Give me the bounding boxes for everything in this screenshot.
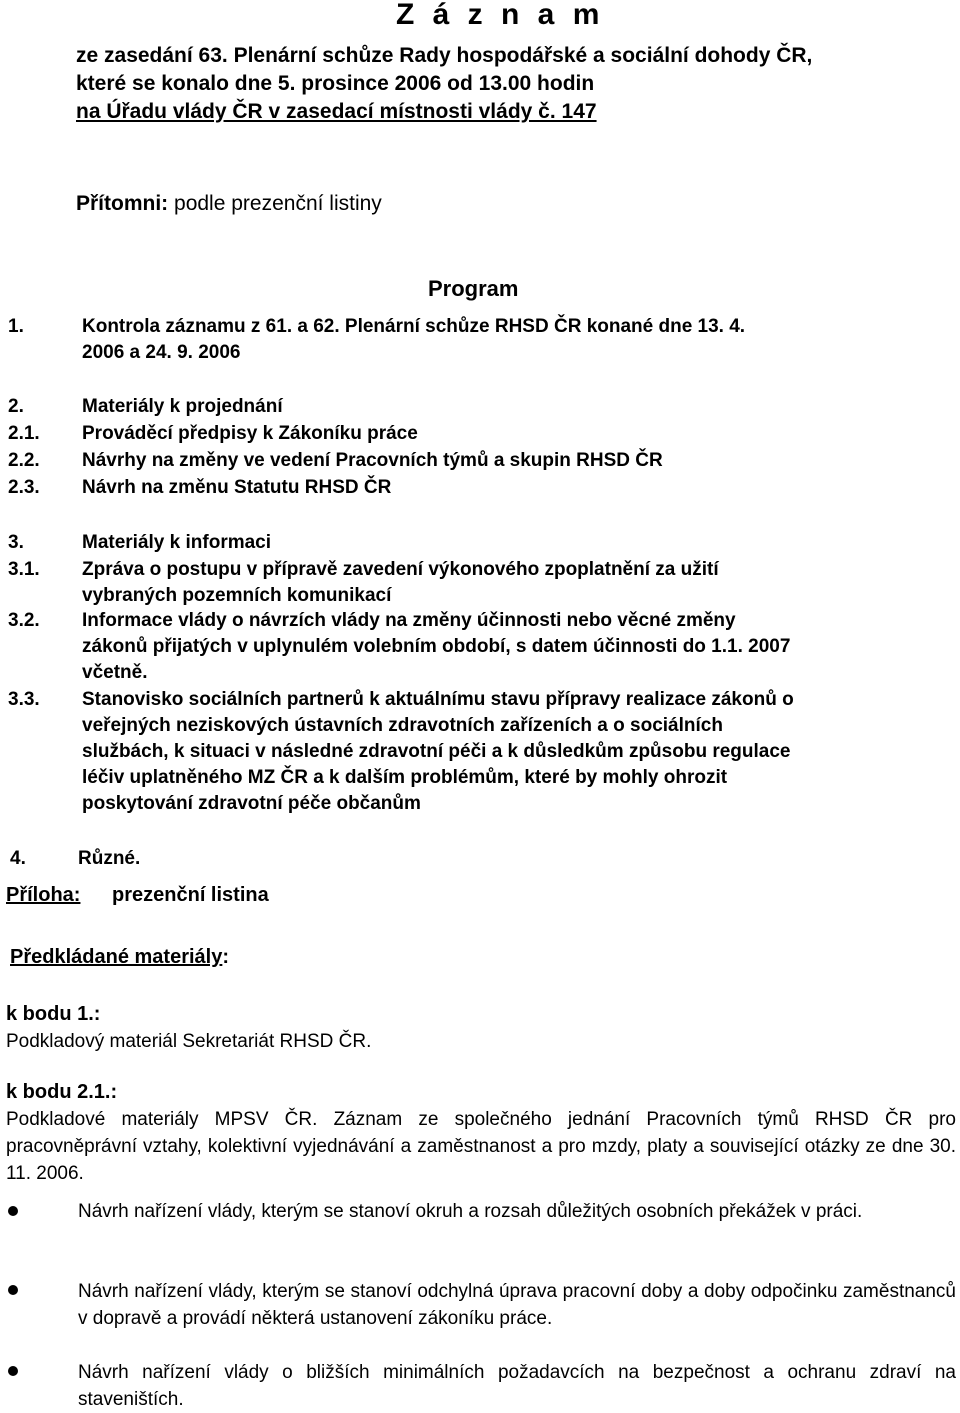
section-label: k bodu 1.: <box>6 1003 101 1025</box>
header-line-3: na Úřadu vlády ČR v zasedací místnosti vlády č. 147 <box>76 100 597 123</box>
program-item-number: 3.3. <box>8 689 40 710</box>
program-item-line: Stanovisko sociálních partnerů k aktuálnímu stavu přípravy realizace zákonů o <box>82 689 794 710</box>
program-heading: Program <box>428 276 519 301</box>
materials-heading <box>10 946 229 969</box>
document-title: Z á z n a m <box>396 0 605 31</box>
program-item-line: Zpráva o postupu v přípravě zavedení výkonového zpoplatnění za užití <box>82 559 719 580</box>
program-item-line: Různé. <box>78 848 141 869</box>
program-item-line: 2006 a 24. 9. 2006 <box>82 342 241 363</box>
program-item-number: 3.1. <box>8 559 40 580</box>
program-item-line: Návrh na změnu Statutu RHSD ČR <box>82 477 392 498</box>
materials-heading-colon: : <box>222 946 230 968</box>
section-text: Podkladové materiály MPSV ČR. Záznam ze společného jednání Pracovních týmů RHSD ČR pro pracovněprávní vztahy, kolektivní vyjednávání a zaměstnanost a pro mzdy, platy a související otázky ze dne 30. 11. 2006. <box>6 1109 956 1184</box>
attachment-value: prezenční listina <box>112 884 269 906</box>
program-item-line: Materiály k projednání <box>82 396 283 417</box>
program-item-line: vybraných pozemních komunikací <box>82 585 392 606</box>
meeting-header <box>76 42 812 126</box>
program-item-line: poskytování zdravotní péče občanům <box>82 793 421 814</box>
program-item-line: Materiály k informaci <box>82 532 272 553</box>
bullet-dot <box>8 1285 18 1295</box>
program-item-line: Návrhy na změny ve vedení Pracovních týmů a skupin RHSD ČR <box>82 450 663 471</box>
program-item-number: 2.1. <box>8 423 40 444</box>
program-item-number: 1. <box>8 316 24 337</box>
program-item-line: Prováděcí předpisy k Zákoníku práce <box>82 423 418 444</box>
bullet-dot <box>8 1206 18 1216</box>
section-text: Podkladový materiál Sekretariát RHSD ČR. <box>6 1031 372 1052</box>
bullet-text: Návrh nařízení vlády o bližších minimálních požadavcích na bezpečnost a ochranu zdraví na staveništích. <box>78 1362 956 1410</box>
program-item-number: 4. <box>10 848 26 869</box>
program-item-number: 2.2. <box>8 450 40 471</box>
program-item-number: 2.3. <box>8 477 40 498</box>
program-item-line: včetně. <box>82 662 148 683</box>
bullet-dot <box>8 1366 18 1376</box>
header-line-1: ze zasedání 63. Plenární schůze Rady hospodářské a sociální dohody ČR, <box>76 44 813 67</box>
program-item-line: Informace vlády o návrzích vlády na změny účinnosti nebo věcné změny <box>82 610 736 631</box>
section-label: k bodu 2.1.: <box>6 1081 118 1103</box>
program-item-number: 3. <box>8 532 24 553</box>
attendance-label: Přítomni: <box>76 192 169 215</box>
attendance-value: podle prezenční listiny <box>174 192 382 215</box>
attachment-label: Příloha: <box>6 884 81 906</box>
program-item-line: léčiv uplatněného MZ ČR a k dalším problémům, které by mohly ohrozit <box>82 767 728 788</box>
bullet-text: Návrh nařízení vlády, kterým se stanoví okruh a rozsah důležitých osobních překážek v práci. <box>78 1201 863 1222</box>
program-item-number: 2. <box>8 396 24 417</box>
attachment <box>6 884 269 907</box>
attendance <box>76 190 382 218</box>
program-item-line: Kontrola záznamu z 61. a 62. Plenární schůze RHSD ČR konané dne 13. 4. <box>82 316 746 337</box>
materials-heading-text: Předkládané materiály <box>10 946 223 968</box>
program-item-line: veřejných neziskových ústavních zdravotních zařízeních a o sociálních <box>82 715 723 736</box>
program-item-line: zákonů přijatých v uplynulém volebním období, s datem účinnosti do 1.1. 2007 <box>82 636 791 657</box>
program-item-number: 3.2. <box>8 610 40 631</box>
program-item-line: službách, k situaci v následné zdravotní péči a k důsledkům způsobu regulace <box>82 741 791 762</box>
header-line-2: které se konalo dne 5. prosince 2006 od 13.00 hodin <box>76 72 595 95</box>
bullet-text: Návrh nařízení vlády, kterým se stanoví odchylná úprava pracovní doby a doby odpočinku zaměstnanců v dopravě a provádí některá ustanovení zákoníku práce. <box>78 1281 956 1329</box>
